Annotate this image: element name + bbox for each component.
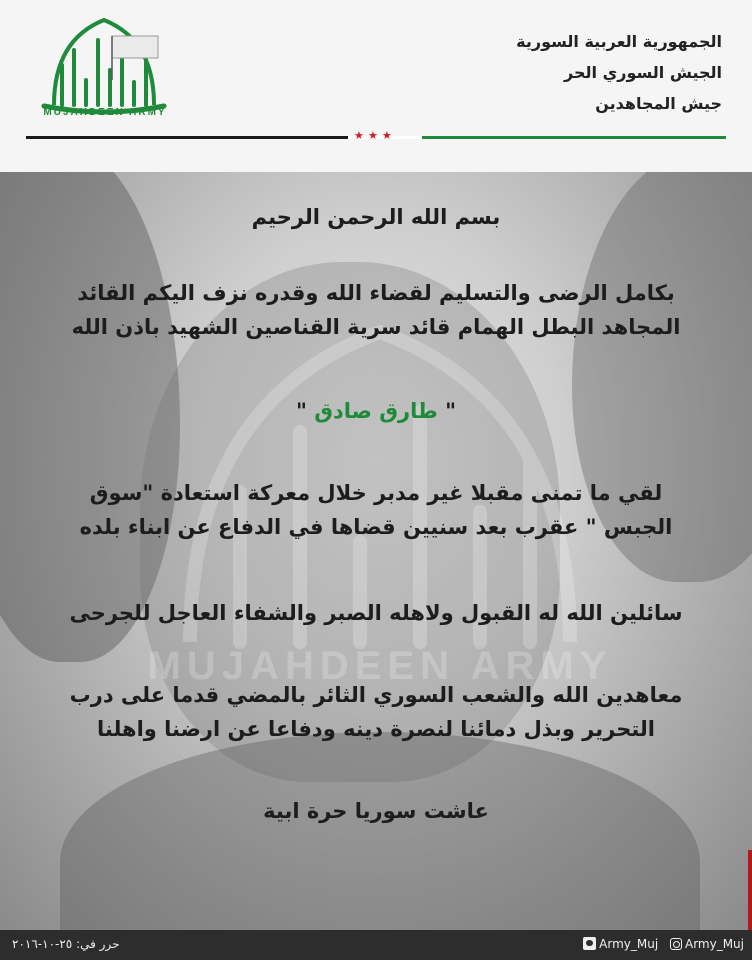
paragraph-prayer: سائلين الله له القبول ولاهله الصبر والشفاء العاجل للجرحى [69,601,683,625]
red-star-icon: ★ [368,129,378,142]
footer-bar [0,930,752,960]
instagram-handle[interactable] [670,937,744,951]
quote-mark: " [295,399,307,423]
red-star-icon: ★ [354,129,364,142]
instagram-handle-text: Army_Muj [684,937,744,951]
background-shoulders [60,732,700,930]
flag-black-stripe [26,136,348,139]
name-text: طارق صادق [306,399,446,423]
mujahdeen-army-logo [34,10,174,122]
logo-caption: MUJAHDEEN ARMY [43,107,167,118]
paragraph-pledge [40,678,712,746]
watermark-text: MUJAHDEEN ARMY [147,644,613,688]
text-line: لقي ما تمنى مقبلا غير مدبر خلال معركة استعادة "سوق [89,481,663,505]
release-date: حرر في: ٢٥-١٠-٢٠١٦ [12,937,120,951]
paragraph-battle [40,476,712,544]
paragraph-announcement [40,276,712,344]
social-handles [575,937,744,951]
twitter-handle[interactable] [583,937,658,951]
text-line: الجبس " عقرب بعد سنيين قضاها في الدفاع عن ابناء بلده [79,515,673,539]
twitter-icon [583,937,596,950]
quote-mark: " [445,399,457,423]
text-line: المجاهد البطل الهمام قائد سرية القناصين الشهيد باذن الله [71,315,681,339]
instagram-icon [670,938,682,950]
organization-heading [516,26,722,119]
text-line: بكامل الرضى والتسليم لقضاء الله وقدره نزف اليكم القائد [77,281,675,305]
flag-divider [26,129,726,142]
red-star-icon: ★ [382,129,392,142]
basmala: بسم الله الرحمن الرحيم [251,205,501,229]
heading-line-army: جيش المجاهدين [595,94,722,113]
letterhead [0,0,752,172]
martyr-name [40,394,712,428]
twitter-handle-text: Army_Muj [599,937,659,951]
heading-line-fsa: الجيش السوري الحر [564,63,722,82]
edge-accent [748,850,752,930]
heading-line-republic: الجمهورية العربية السورية [516,32,722,51]
statement-panel [0,172,752,930]
text-line: معاهدين الله والشعب السوري الثائر بالمضي قدما على درب [69,683,683,707]
closing-line: عاشت سوريا حرة ابية [263,799,489,823]
flag-green-stripe [422,136,726,139]
text-line: التحرير وبذل دمائنا لنصرة دينه ودفاعا عن ارضنا واهلنا [97,717,655,741]
